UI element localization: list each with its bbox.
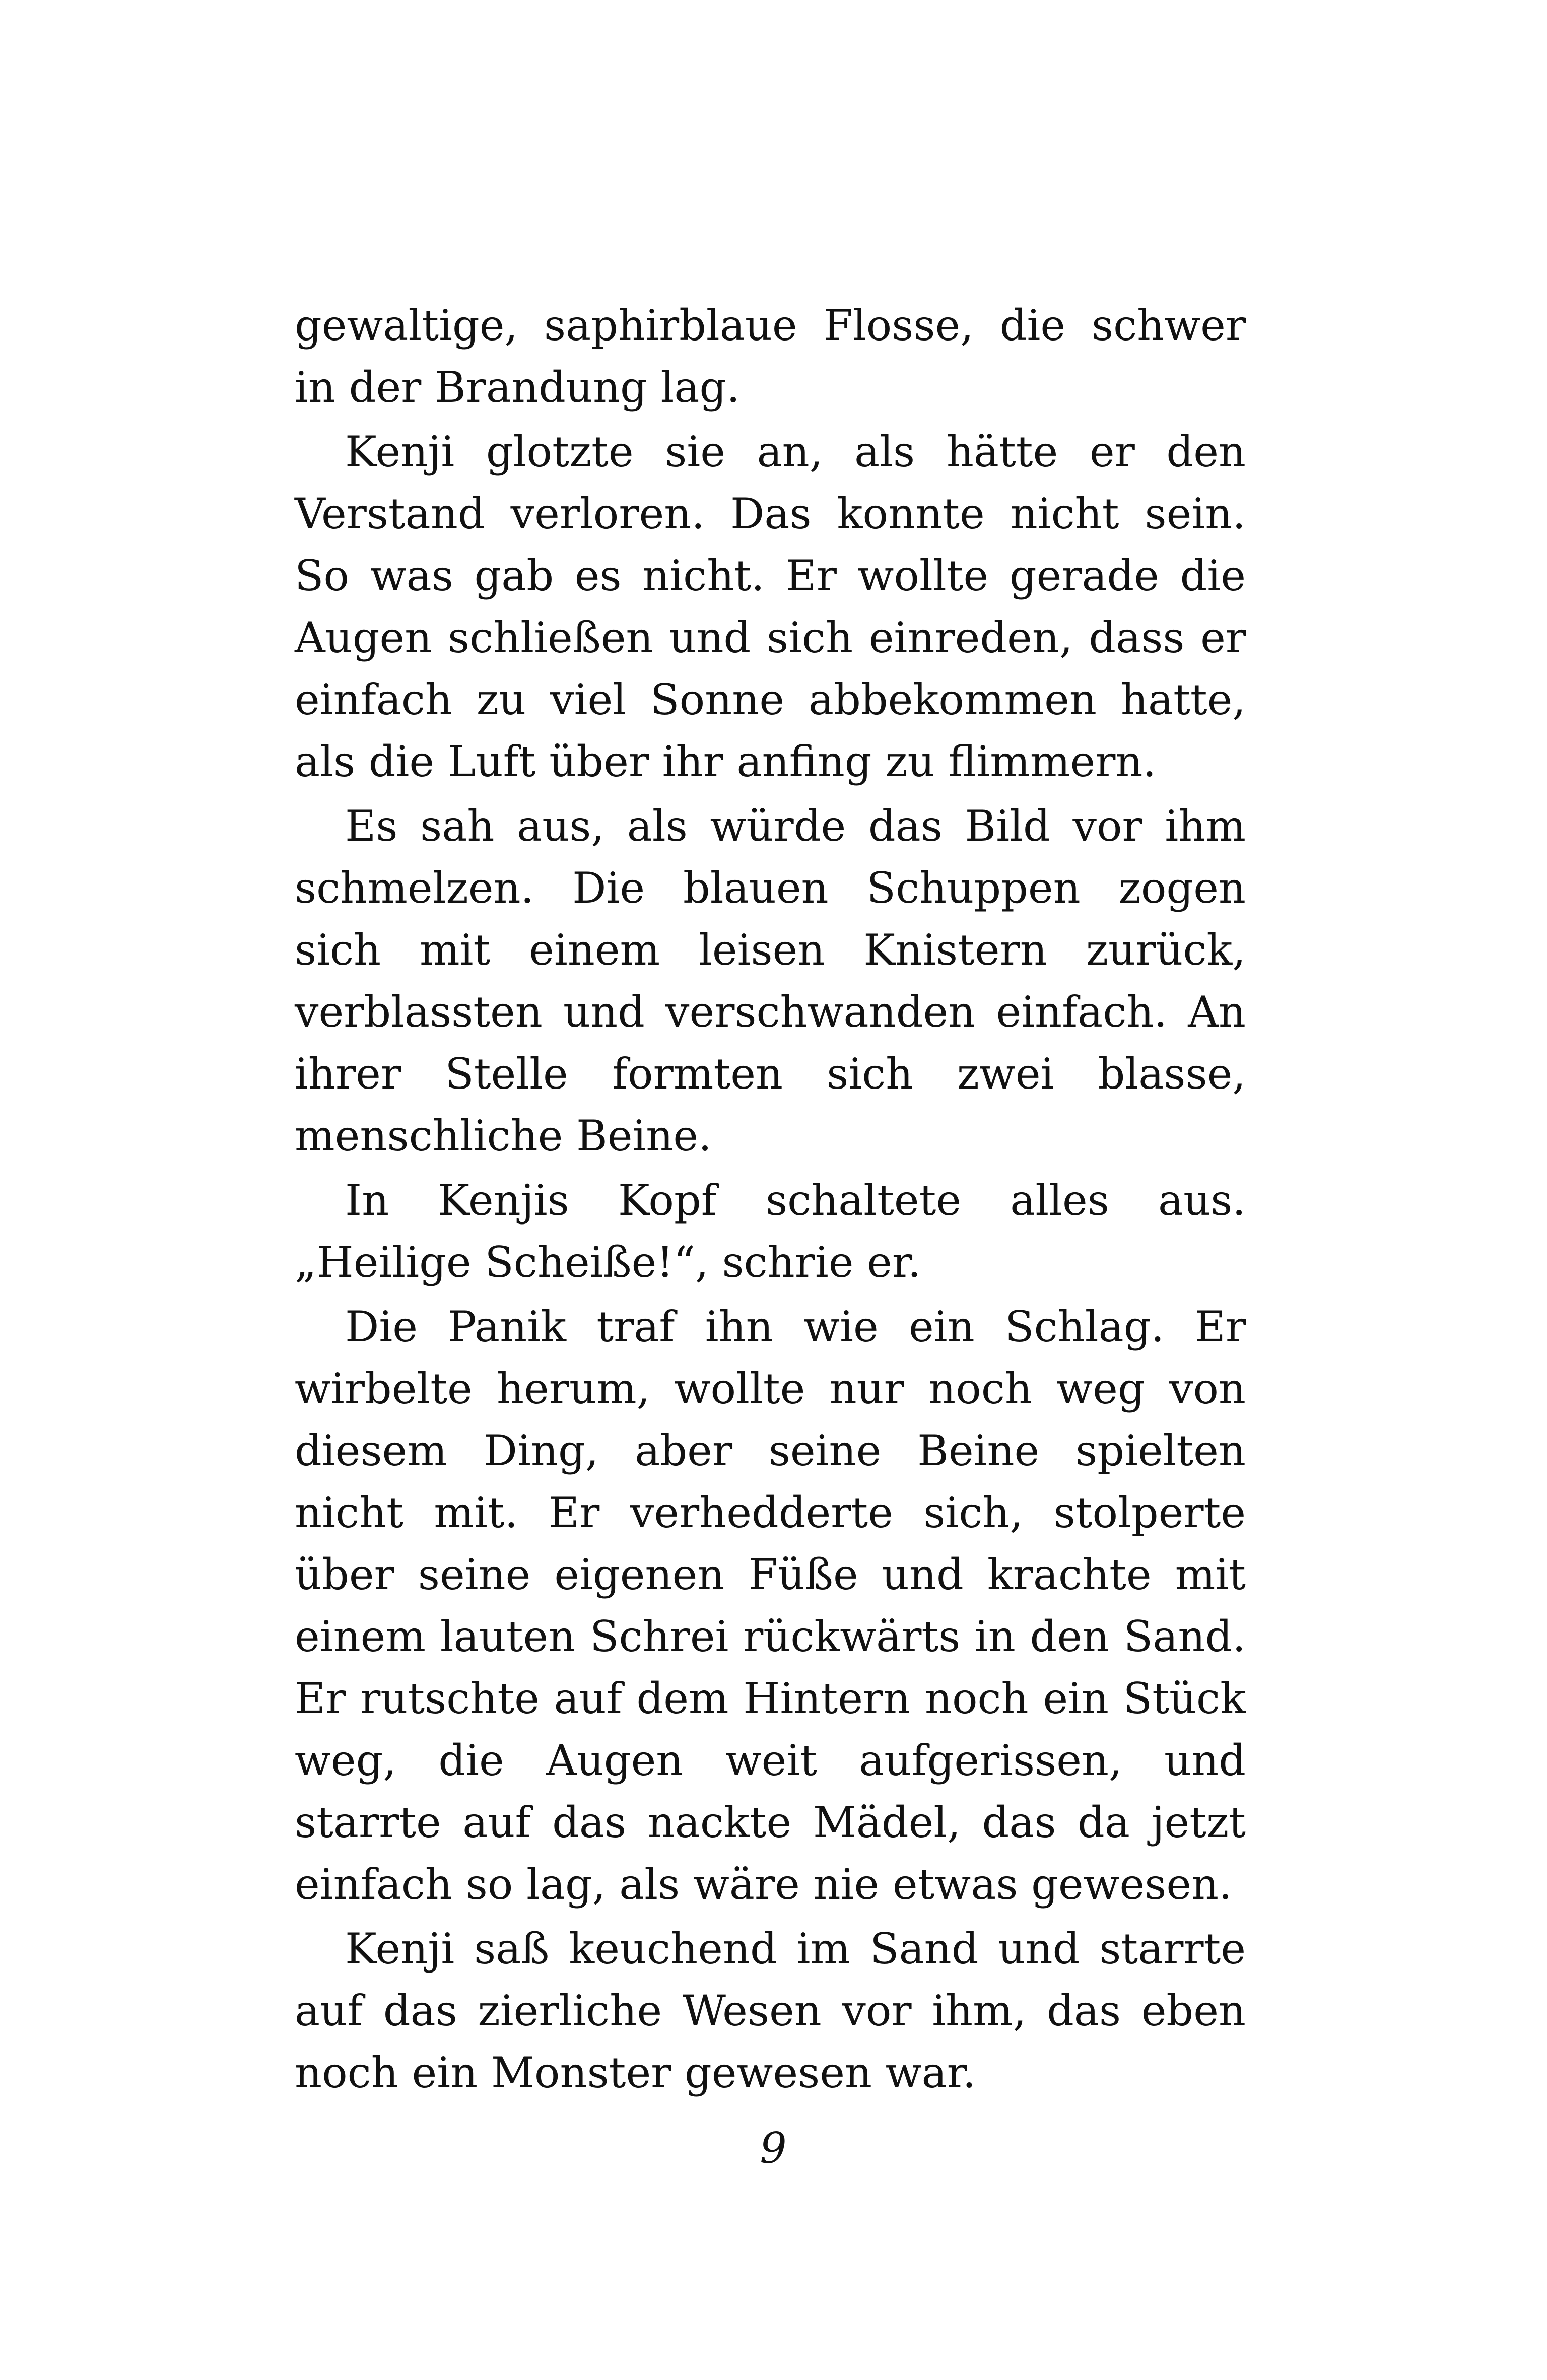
- paragraph: Die Panik traf ihn wie ein Schlag. Er wirbelte herum, wollte nur noch weg von diesem Ding, aber seine Beine spielten nicht mit. Er verhedderte sich, stolperte über seine eigenen Füße und krachte mit einem lauten Schrei rückwärts in den Sand. Er rutschte auf dem Hintern noch ein Stück weg, die Augen weit aufgerissen, und starrte auf das nackte Mädel, das da jetzt einfach so lag, als wäre nie etwas gewesen.: [295, 1302, 1246, 1909]
- paragraph: Kenji saß keuchend im Sand und starrte auf das zierliche Wesen vor ihm, das eben noch ein Monster gewesen war.: [295, 1924, 1246, 2097]
- paragraph: Es sah aus, als würde das Bild vor ihm schmelzen. Die blauen Schuppen zogen sich mit einem leisen Knistern zurück, verblassten und verschwanden einfach. An ihrer Stelle formten sich zwei blasse, menschliche Beine.: [295, 801, 1246, 1161]
- paragraph-continued: gewaltige, saphirblaue Flosse, die schwer in der Brandung lag.: [295, 301, 1246, 412]
- body-text: [295, 295, 1246, 2104]
- page-number: 9: [760, 2124, 787, 2173]
- paragraph: In Kenjis Kopf schaltete alles aus. „Heilige Scheiße!“, schrie er.: [295, 1176, 1246, 1287]
- paragraph: Kenji glotzte sie an, als hätte er den Verstand verloren. Das konnte nicht sein. So was gab es nicht. Er wollte gerade die Augen schließen und sich einreden, dass er einfach zu viel Sonne abbekommen hatte, als die Luft über ihr anfing zu flimmern.: [295, 427, 1246, 786]
